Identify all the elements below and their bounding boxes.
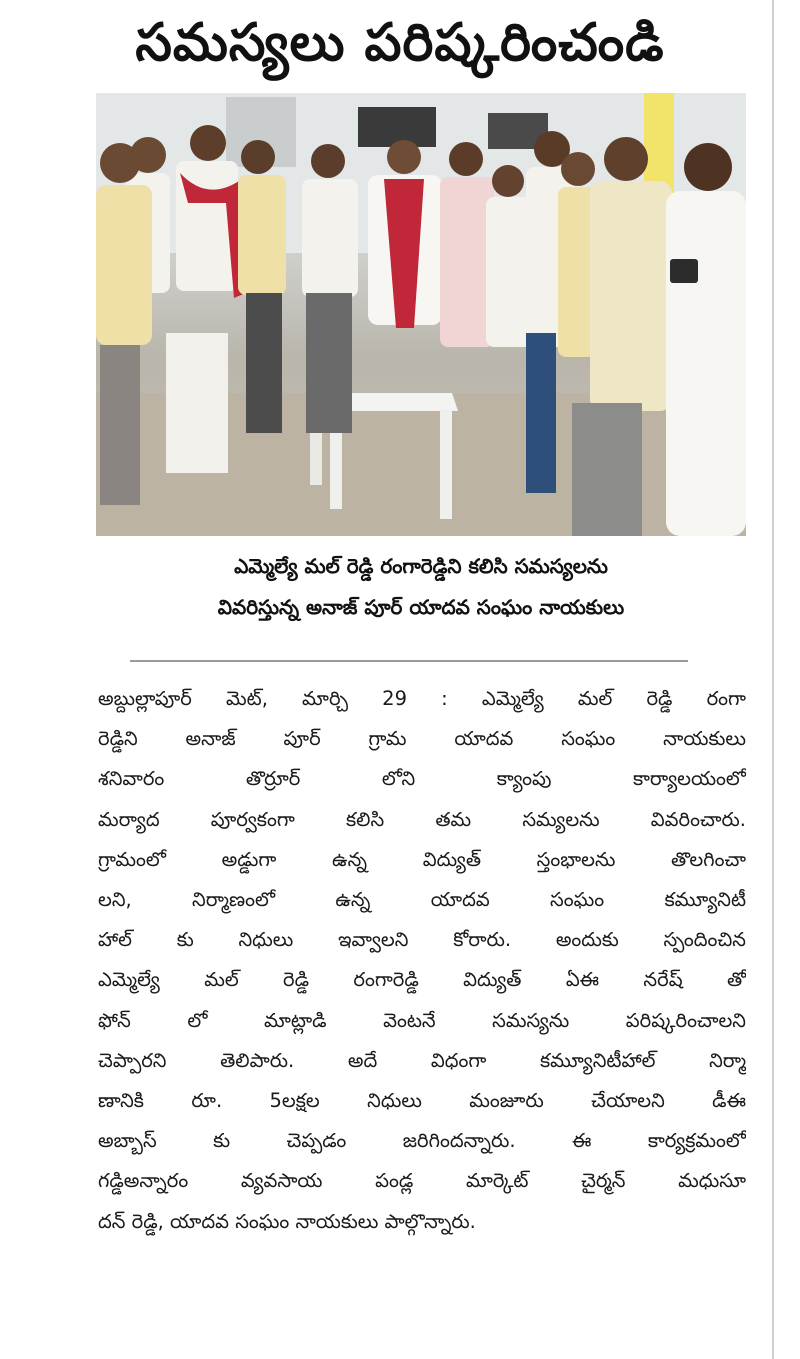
body-line: గడ్డిఅన్నారం వ్యవసాయ పండ్ల మార్కెట్ చైర్మన్ మధుసూ (98, 1169, 746, 1193)
body-line: ఎమ్మెల్యే మల్ రెడ్డి రంగారెడ్డి విద్యుత్ ఏఈ నరేష్ తో (98, 968, 746, 992)
caption-line: ఎమ్మెల్యే మల్ రెడ్డి రంగారెడ్డిని కలిసి సమస్యలను (234, 554, 608, 578)
body-line: ణానికి రూ. 5లక్షల నిధులు మంజూరు చేయాలని డీఈ (98, 1089, 746, 1113)
caption-line: వివరిస్తున్న అనాజ్ పూర్ యాదవ సంఘం నాయకులు (217, 595, 625, 619)
body-line: గ్రామంలో అడ్డుగా ఉన్న విద్యుత్ స్తంభాలను తొలగించా (98, 847, 746, 871)
body-line: అబ్బాస్ కు చెప్పడం జరిగిందన్నారు. ఈ కార్యక్రమంలో (98, 1129, 746, 1153)
photo-caption (96, 546, 746, 628)
body-line: అబ్దుల్లాపూర్ మెట్, మార్చి 29 : ఎమ్మెల్యే మల్ రెడ్డి రంగా (98, 687, 746, 710)
group-photo-icon (96, 93, 746, 536)
body-line: శనివారం తొర్రూర్ లోని క్యాంపు కార్యాలయంలో (98, 767, 746, 791)
body-line: లని, నిర్మాణంలో ఉన్న యాదవ సంఘం కమ్యూనిటీ (98, 888, 746, 912)
body-line: ఫోన్ లో మాట్లాడి వెంటనే సమస్యను పరిష్కరించాలని (98, 1008, 746, 1032)
page-edge-line (772, 0, 774, 1359)
article-body (98, 679, 746, 1242)
divider (130, 660, 688, 662)
body-line: దన్ రెడ్డి, యాదవ సంఘం నాయకులు పాల్గొన్నారు. (98, 1209, 476, 1233)
news-photo (96, 93, 746, 536)
body-line: చెప్పారని తెలిపారు. అదే విధంగా కమ్యూనిటీహాల్ నిర్మా (98, 1048, 746, 1072)
body-line: హాల్ కు నిధులు ఇవ్వాలని కోరారు. అందుకు స్పందించిన (98, 928, 746, 952)
body-line: మర్యాద పూర్వకంగా కలిసి తమ సమ్యలను వివరించారు. (98, 807, 746, 831)
headline: సమస్యలు పరిష్కరించండి (135, 13, 665, 73)
body-line: రెడ్డిని అనాజ్ పూర్ గ్రామ యాదవ సంఘం నాయకులు (98, 727, 746, 751)
